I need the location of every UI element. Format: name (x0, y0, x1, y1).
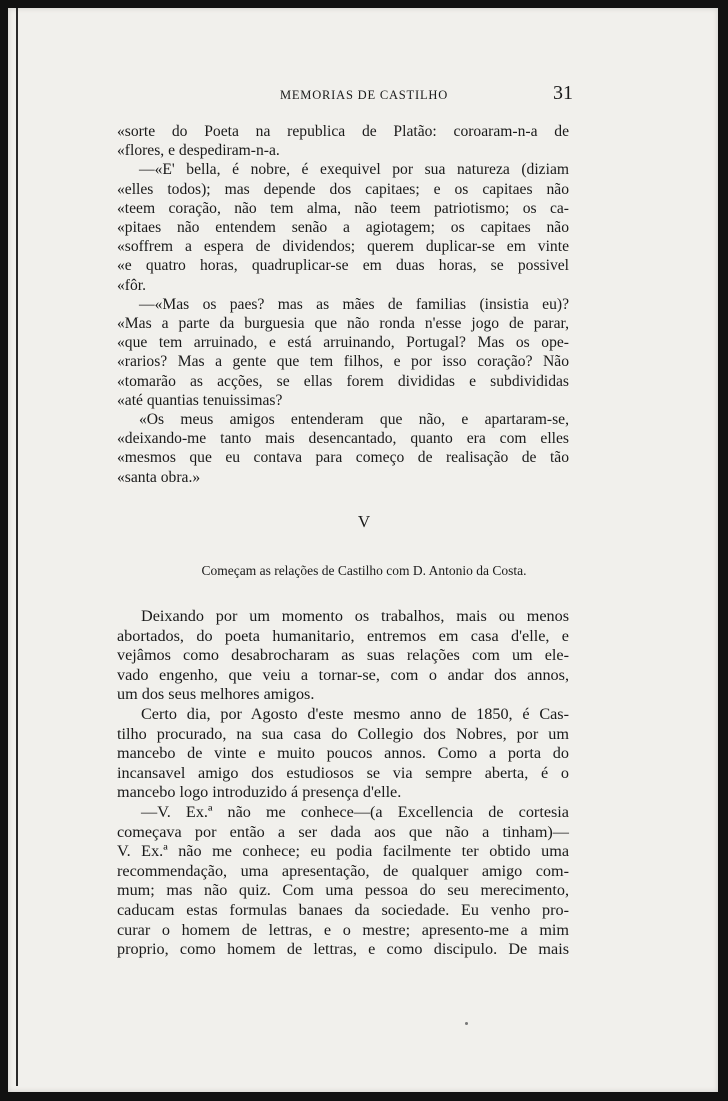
text-line: «soffrem a espera de dividendos; querem duplicar-se em vinte (117, 238, 569, 256)
text-line: mum; mas não quiz. Com uma pessoa do seu merecimento, (117, 881, 569, 900)
page-number: 31 (553, 82, 573, 104)
text-line: «flores, e despediram-n-a. (117, 142, 280, 160)
text-line: proprio, como homem de lettras, e como discipulo. De mais (117, 940, 569, 959)
text-line: vejâmos como desabrocharam as suas relações com um ele- (117, 646, 569, 665)
section-title: Começam as relações de Castilho com D. Antonio da Costa. (201, 563, 527, 578)
text-line: «Mas a parte da burguesia que não ronda n'esse jogo de parar, (117, 315, 569, 333)
text-line: «Os meus amigos entenderam que não, e apartaram-se, (139, 411, 569, 429)
text-line: «e quatro horas, quadruplicar-se em duas horas, se possivel (117, 257, 569, 275)
text-line: «pitaes não entendem senão a agiotagem; os capitaes não (117, 219, 569, 237)
running-header (0, 82, 728, 108)
text-line: vado engenho, que veiu a tornar-se, com o andar dos annos, (117, 665, 569, 684)
text-line: «teem coração, não tem alma, não teem patriotismo; os ca- (117, 199, 569, 217)
text-line: incansavel amigo dos estudiosos se via sempre aberta, é o (117, 763, 569, 782)
text-line: tilho procurado, na sua casa do Collegio dos Nobres, por um (117, 724, 569, 743)
text-line: —«Mas os paes? mas as mães de familias (insistia eu)? (139, 295, 569, 313)
text-line: caducam estas formulas banaes da sociedade. Eu venho pro- (117, 900, 569, 919)
text-line: «que tem arruinado, e está arruinando, Portugal? Mas os ope- (117, 334, 569, 352)
text-line: abortados, do poeta humanitario, entremos em casa d'elle, e (117, 626, 569, 645)
text-line: «fôr. (117, 276, 147, 294)
text-line: «rarios? Mas a gente que tem filhos, e por isso coração? Não (117, 353, 569, 371)
text-line: curar o homem de lettras, e o mestre; apresento-me a mim (117, 920, 569, 939)
text-line: «mesmos que eu contava para começo de realisação de tão (117, 449, 569, 467)
paper-speck (465, 1022, 468, 1025)
text-line: «elles todos); mas depende dos capitaes; e os capitaes não (117, 180, 569, 198)
text-line: Certo dia, por Agosto d'este mesmo anno de 1850, é Cas- (141, 704, 569, 723)
text-line: começava por então a ser dada aos que não a tinham)— (117, 822, 569, 841)
text-line: recommendação, uma apresentação, de qualquer amigo com- (117, 861, 569, 880)
text-line: «sorte do Poeta na republica de Platão: coroaram-n-a de (117, 123, 569, 140)
text-block-narrative (117, 607, 569, 960)
text-line: —«E' bella, é nobre, é exequivel por sua natureza (diziam (139, 161, 569, 179)
text-line: V. Ex.ª não me conhece; eu podia facilmente ter obtido uma (117, 842, 569, 861)
text-line: um dos seus melhores amigos. (117, 685, 315, 704)
text-line: «até quantias tenuissimas? (117, 391, 283, 409)
text-line: «santa obra.» (117, 468, 201, 486)
text-line: mancebo de vinte e muito poucos annos. Como a porta do (117, 744, 569, 763)
text-line: —V. Ex.ª não me conhece—(a Excellencia de cortesia (141, 802, 569, 821)
text-line: mancebo logo introduzido á presença d'elle. (117, 783, 402, 802)
text-line: Deixando por um momento os trabalhos, mais ou menos (141, 607, 569, 625)
text-line: «tomarão as acções, se ellas forem divididas e subdivididas (117, 372, 569, 390)
running-title: MEMORIAS DE CASTILHO (279, 88, 449, 102)
text-line: «deixando-me tanto mais desencantado, quanto era com elles (117, 430, 569, 448)
section-number: V (357, 512, 371, 531)
text-block-quoted-speech (117, 122, 569, 487)
